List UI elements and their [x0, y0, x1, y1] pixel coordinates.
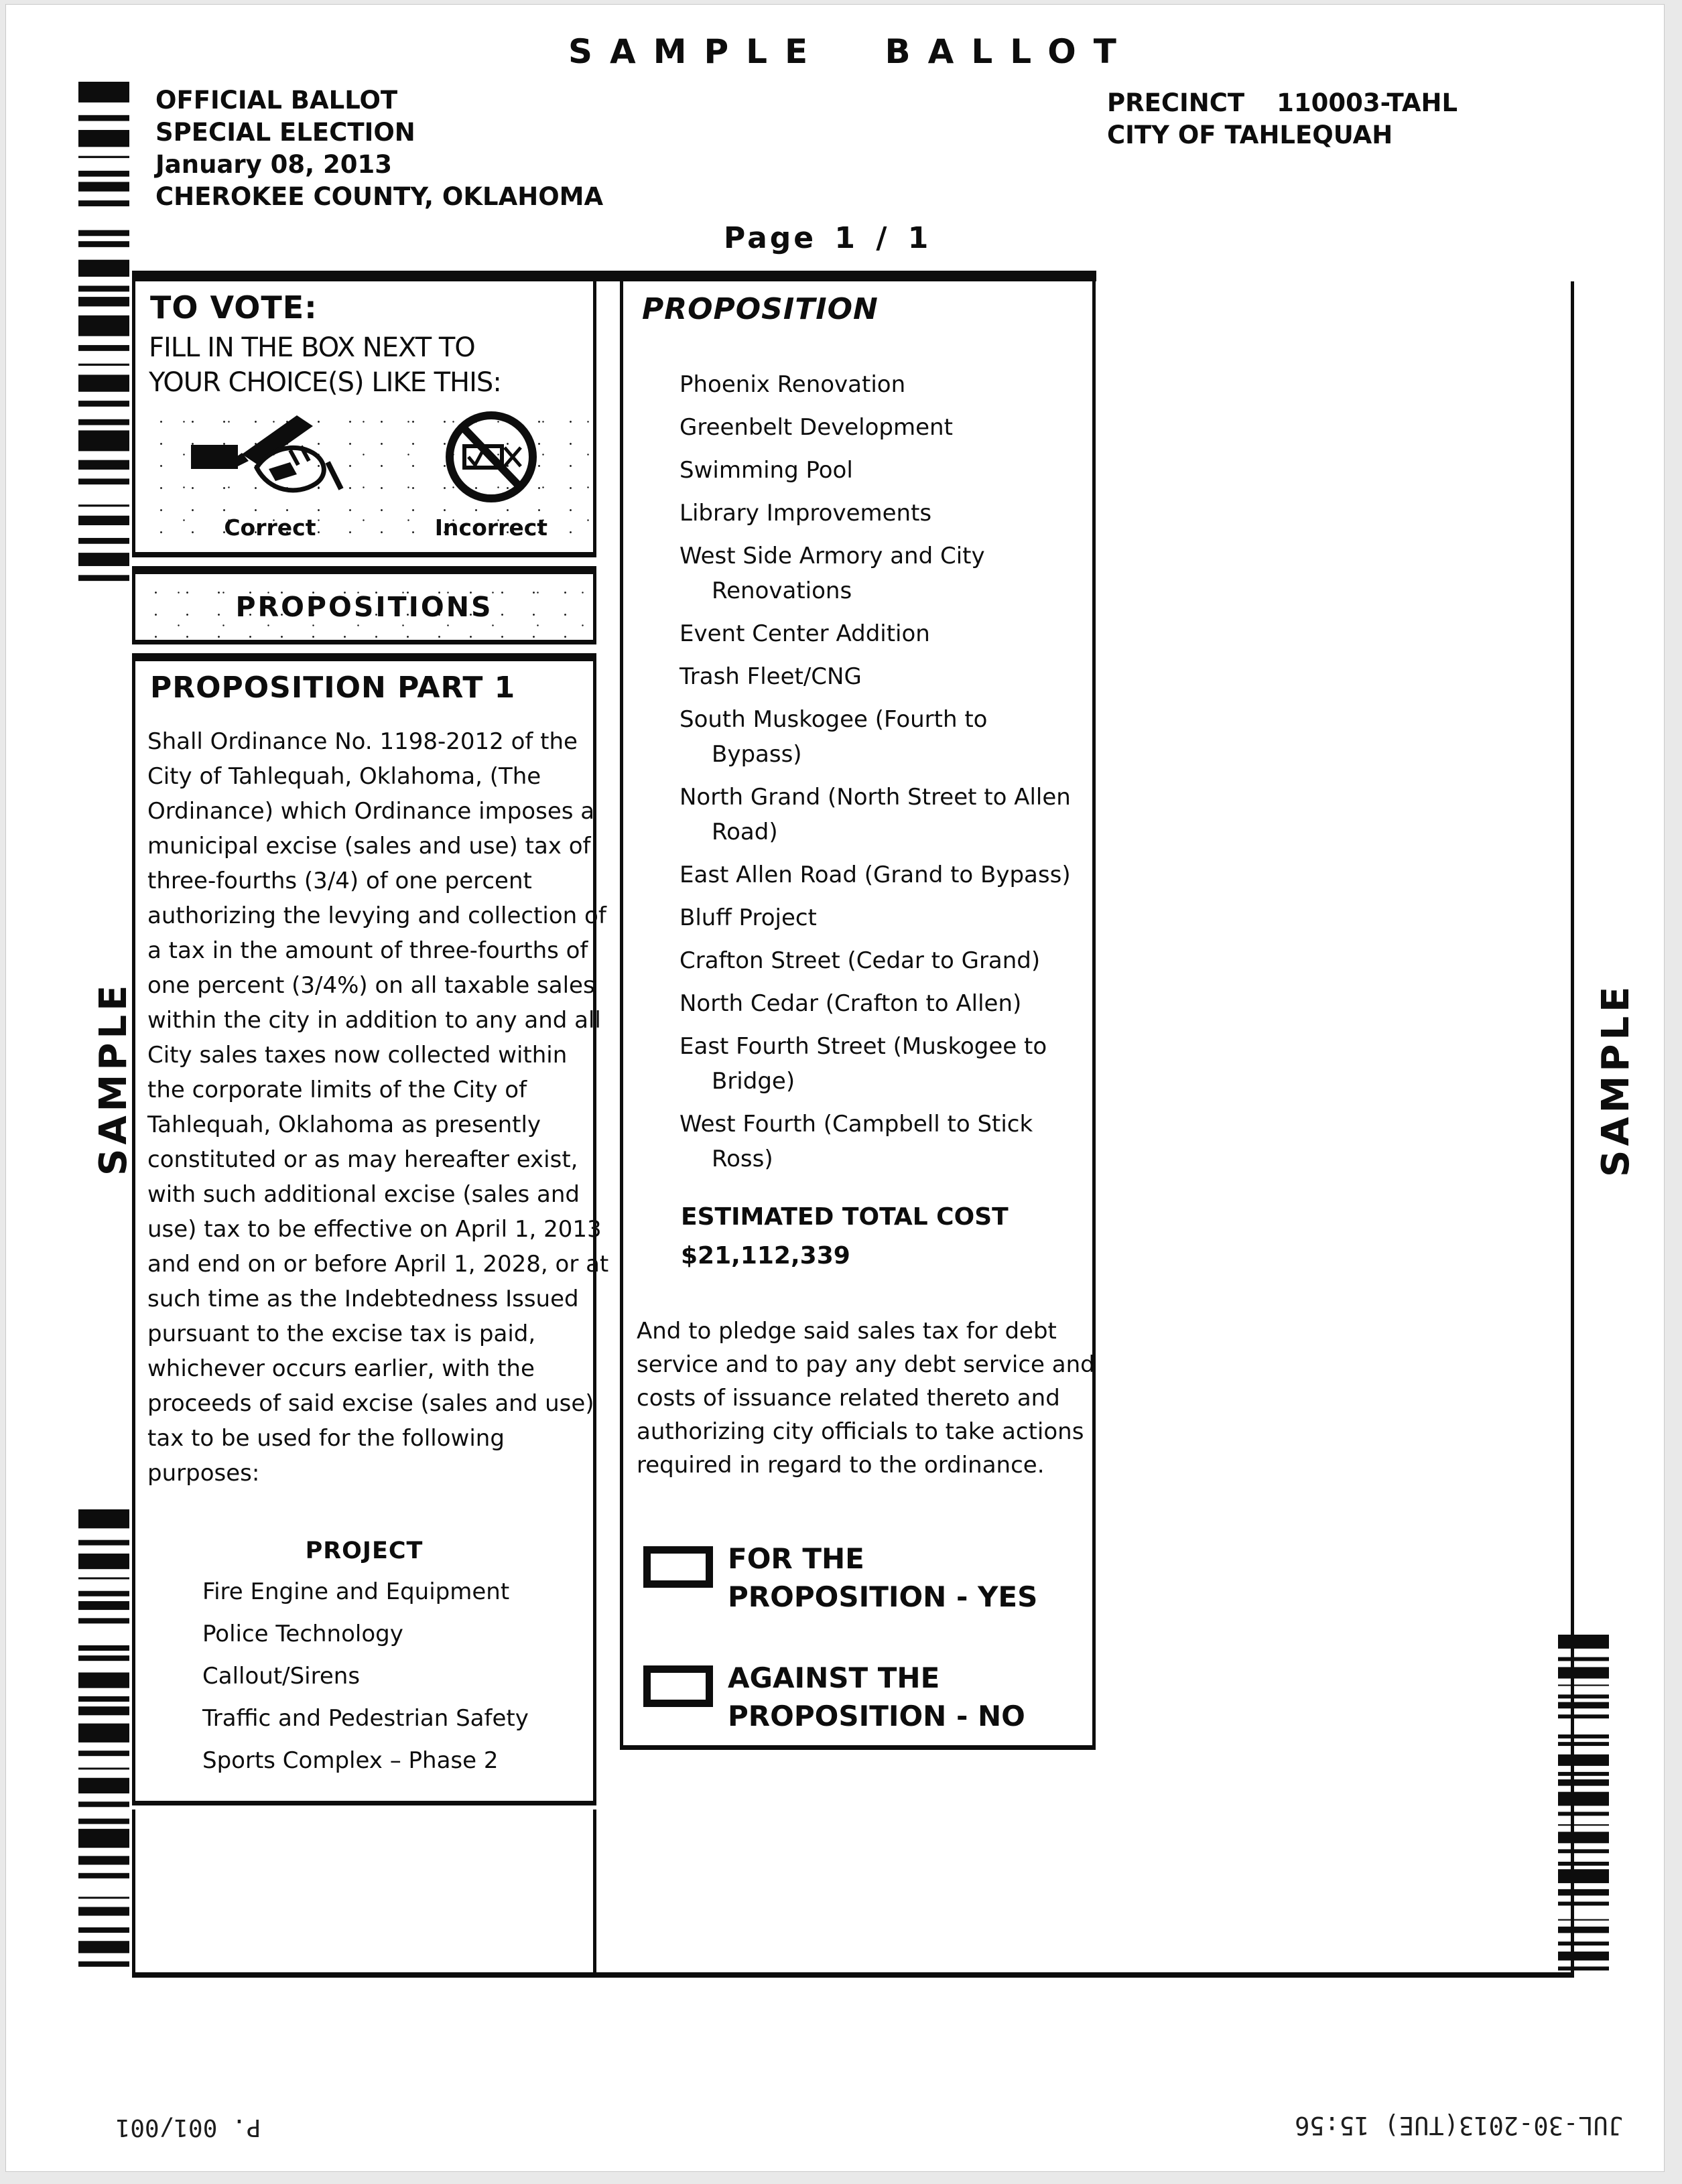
text-line: and end on or before April 1, 2028, or at [147, 1251, 609, 1278]
project-item [680, 1107, 1071, 1176]
text-line: West Side Armory and City [680, 543, 985, 569]
fax-timestamp: JUL-30-2013(TUE) 15:56 [1294, 2111, 1624, 2140]
text-line: Callout/Sirens [202, 1663, 361, 1690]
project-item [680, 900, 1071, 935]
text-line: Crafton Street (Cedar to Grand) [680, 947, 1041, 974]
text-line: three-fourths (3/4) of one percent [147, 868, 532, 894]
tovote-instruction-line2: YOUR CHOICE(S) LIKE THIS: [149, 367, 501, 398]
text-line: Ross) [712, 1146, 773, 1172]
project-item [680, 367, 1071, 402]
precinct-value: 110003-TAHL [1277, 88, 1458, 117]
text-line: Shall Ordinance No. 1198-2012 of the [147, 728, 578, 755]
propositions-header-label: PROPOSITIONS [235, 591, 493, 623]
text-line: Event Center Addition [680, 620, 930, 647]
text-line: Road) [712, 819, 778, 845]
text-line: authorizing the levying and collection of [147, 902, 606, 929]
top-border-rule [132, 271, 1096, 281]
project-item [680, 1029, 1071, 1099]
text-line: Swimming Pool [680, 457, 853, 484]
project-item [680, 496, 1071, 531]
tovote-heading: TO VOTE: [150, 289, 318, 326]
project-list [202, 1580, 529, 1791]
text-line: Police Technology [202, 1621, 403, 1647]
text-line: the corporate limits of the City of [147, 1077, 527, 1103]
incorrect-label: Incorrect [434, 515, 548, 541]
text-line: Renovations [712, 577, 852, 604]
against-label-line1: AGAINST THE [728, 1661, 940, 1694]
for-label [728, 1540, 1037, 1616]
text-line: CHEROKEE COUNTY, OKLAHOMA [155, 182, 604, 211]
against-label-line2: PROPOSITION - NO [728, 1700, 1025, 1732]
project-item [680, 539, 1071, 608]
text-line: City sales taxes now collected within [147, 1042, 568, 1069]
pledge-text [637, 1314, 1095, 1482]
bottom-border-rule [132, 1972, 1574, 1978]
sample-watermark-right: SAMPLE [1594, 982, 1638, 1177]
project-item [680, 858, 1071, 892]
proposition-part1-title: PROPOSITION PART 1 [150, 671, 516, 705]
barcode-bottom-right [1558, 1635, 1609, 1979]
text-line: costs of issuance related thereto and [637, 1385, 1060, 1412]
proposition-part1-box [132, 653, 609, 1805]
for-label-line2: PROPOSITION - YES [728, 1580, 1038, 1613]
barcode-top-left [78, 82, 129, 594]
page-indicator: Page 1 / 1 [724, 221, 931, 255]
precinct-block [1107, 87, 1458, 151]
text-line: municipal excise (sales and use) tax of [147, 833, 591, 860]
text-line: Bluff Project [680, 904, 817, 931]
estimated-cost-value: $21,112,339 [681, 1242, 850, 1270]
incorrect-example [435, 403, 547, 541]
text-line: Tahlequah, Oklahoma as presently [147, 1111, 541, 1138]
text-line: Bypass) [712, 741, 802, 768]
project-item [680, 702, 1071, 772]
text-line: January 08, 2013 [155, 150, 393, 179]
text-line: Greenbelt Development [680, 414, 953, 441]
mark-examples [141, 403, 596, 547]
correct-label: Correct [224, 515, 316, 541]
text-line: Sports Complex – Phase 2 [202, 1747, 499, 1774]
text-line: East Fourth Street (Muskogee to [680, 1033, 1047, 1060]
proposition-part1-text [147, 724, 608, 1491]
page-title: SAMPLE BALLOT [568, 32, 1134, 71]
text-line: proceeds of said excise (sales and use) [147, 1390, 594, 1417]
text-line: purposes: [147, 1460, 260, 1487]
project-item [680, 453, 1071, 488]
text-line: SPECIAL ELECTION [155, 118, 415, 147]
text-line: Phoenix Renovation [680, 371, 906, 398]
text-line: And to pledge said sales tax for debt [637, 1318, 1057, 1345]
right-border-rule [1571, 281, 1574, 1972]
text-line: such time as the Indebtedness Issued [147, 1286, 579, 1312]
voting-instructions-box [132, 281, 596, 557]
choice-for [643, 1540, 1037, 1616]
text-line: with such additional excise (sales and [147, 1181, 580, 1208]
text-line: authorizing city officials to take actions [637, 1418, 1084, 1445]
text-line: Traffic and Pedestrian Safety [202, 1705, 529, 1732]
project-item [680, 986, 1071, 1021]
correct-example [190, 403, 350, 541]
text-line: service and to pay any debt service and [637, 1351, 1095, 1378]
text-line: Bridge) [712, 1068, 795, 1095]
city-name: CITY OF TAHLEQUAH [1107, 121, 1393, 149]
project-item [680, 659, 1071, 694]
ballot-info-block [155, 84, 603, 213]
sample-watermark-left: SAMPLE [92, 981, 135, 1176]
for-label-line1: FOR THE [728, 1542, 864, 1575]
text-line: use) tax to be effective on April 1, 2013 [147, 1216, 602, 1243]
text-line: South Muskogee (Fourth to [680, 706, 988, 733]
empty-ballot-section [132, 1810, 596, 1972]
text-line: constituted or as may hereafter exist, [147, 1146, 578, 1173]
writing-hand-icon [190, 403, 350, 513]
text-line: City of Tahlequah, Oklahoma, (The [147, 763, 541, 790]
proposition-box [620, 281, 1096, 1750]
text-line: Trash Fleet/CNG [680, 663, 862, 690]
text-line: North Grand (North Street to Allen [680, 784, 1071, 811]
tovote-instruction-line1: FILL IN THE BOX NEXT TO [149, 332, 475, 363]
estimated-cost-block [681, 1198, 1009, 1276]
text-line: whichever occurs earlier, with the [147, 1355, 535, 1382]
propositions-section-header [132, 566, 596, 644]
text-line: tax to be used for the following [147, 1425, 505, 1452]
prohibition-icon [438, 403, 545, 513]
text-line: Library Improvements [680, 500, 932, 527]
text-line: one percent (3/4%) on all taxable sales [147, 972, 595, 999]
estimated-cost-label: ESTIMATED TOTAL COST [681, 1203, 1009, 1231]
text-line: a tax in the amount of three-fourths of [147, 937, 588, 964]
text-line: West Fourth (Campbell to Stick [680, 1111, 1033, 1138]
text-line: OFFICIAL BALLOT [155, 86, 398, 115]
text-line: Fire Engine and Equipment [202, 1578, 510, 1605]
text-line: within the city in addition to any and all [147, 1007, 601, 1034]
project-item [680, 410, 1071, 445]
choice-against [643, 1659, 1025, 1735]
against-label [728, 1659, 1025, 1735]
project-item [680, 616, 1071, 651]
fax-page-counter: P. 001/001 [115, 2114, 261, 2141]
text-line: East Allen Road (Grand to Bypass) [680, 862, 1071, 888]
against-checkbox[interactable] [643, 1665, 713, 1707]
text-line: Ordinance) which Ordinance imposes a [147, 798, 595, 825]
project-item [680, 780, 1071, 849]
text-line: pursuant to the excise tax is paid, [147, 1320, 536, 1347]
project-item [680, 943, 1071, 978]
precinct-label: PRECINCT [1107, 88, 1245, 117]
text-line: required in regard to the ordinance. [637, 1452, 1045, 1479]
for-checkbox[interactable] [643, 1546, 713, 1588]
precinct-line [1107, 87, 1458, 119]
proposition-project-list [680, 367, 1071, 1184]
text-line: North Cedar (Crafton to Allen) [680, 990, 1022, 1017]
barcode-bottom-left [78, 1509, 129, 1978]
project-heading: PROJECT [305, 1538, 424, 1564]
proposition-title: PROPOSITION [642, 292, 879, 326]
